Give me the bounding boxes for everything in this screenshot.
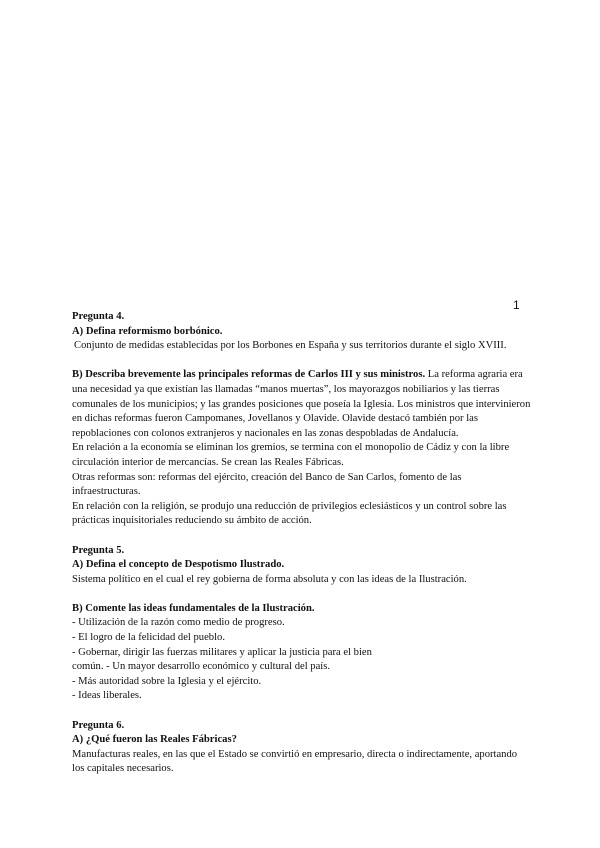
question-5a-title: A) Defina el concepto de Despotismo Ilustrado. (72, 559, 285, 571)
question-4a-title: A) Defina reformismo borbónico. (72, 325, 223, 337)
list-item: - Utilización de la razón como medio de progreso. (72, 617, 285, 629)
question-6a-title: A) ¿Qué fueron las Reales Fábricas? (72, 734, 237, 746)
question-4b-answer-4: En relación con la religión, se produjo una reducción de privilegios eclesiásticos y un control sobre las prácticas inquisitoriales reduciendo su ámbito de acción. (72, 500, 507, 527)
question-4b-answer-3: Otras reformas son: reformas del ejército, creación del Banco de San Carlos, fomento de las infraestructuras. (72, 471, 462, 498)
question-6-heading: Pregunta 6. (72, 719, 125, 731)
question-4b-answer-1: La reforma agraria era una necesidad ya que existían las llamadas “manos muertas”, los mayorazgos nobiliarios y las tierras comunales de los municipios; y las grandes posiciones que poseía la Iglesia. Los ministros que intervinieron en dichas reformas fueron Campomanes, Jovellanos y Olavide. Olavide destacó también por las repoblaciones con colonos extranjeros y nacionales en las zonas despobladas de Andalucía. (72, 369, 531, 439)
question-5b-title: B) Comente las ideas fundamentales de la Ilustración. (72, 602, 315, 614)
list-item: común. - Un mayor desarrollo económico y cultural del país. (72, 661, 331, 673)
question-5-heading: Pregunta 5. (72, 544, 125, 556)
question-4b-answer-2: En relación a la economía se eliminan los gremios, se termina con el monopolio de Cádiz y con la libre circulación interior de mercancías. Se crean las Reales Fábricas. (72, 442, 510, 468)
question-4a-answer: Conjunto de medidas establecidas por los Borbones en España y sus territorios durante el siglo XVIII. (74, 340, 507, 352)
question-4-heading: Pregunta 4. (72, 311, 125, 322)
question-4b-paragraph (72, 368, 532, 441)
list-item: - El logro de la felicidad del pueblo. (72, 632, 225, 644)
list-item: - Ideas liberales. (72, 690, 142, 702)
page-number: 1 (513, 298, 520, 312)
question-6a-answer: Manufacturas reales, en las que el Estado se convirtió en empresario, directa o indirectamente, aportando los capitales necesarios. (72, 748, 518, 775)
list-item: - Gobernar, dirigir las fuerzas militares y aplicar la justicia para el bien (72, 646, 372, 658)
question-4b-title: B) Describa brevemente las principales reformas de Carlos III y sus ministros. (72, 369, 426, 381)
list-item: - Más autoridad sobre la Iglesia y el ejército. (72, 675, 262, 687)
question-5a-answer: Sistema político en el cual el rey gobierna de forma absoluta y con las ideas de la Ilustración. (72, 573, 467, 585)
document-body (72, 310, 532, 777)
